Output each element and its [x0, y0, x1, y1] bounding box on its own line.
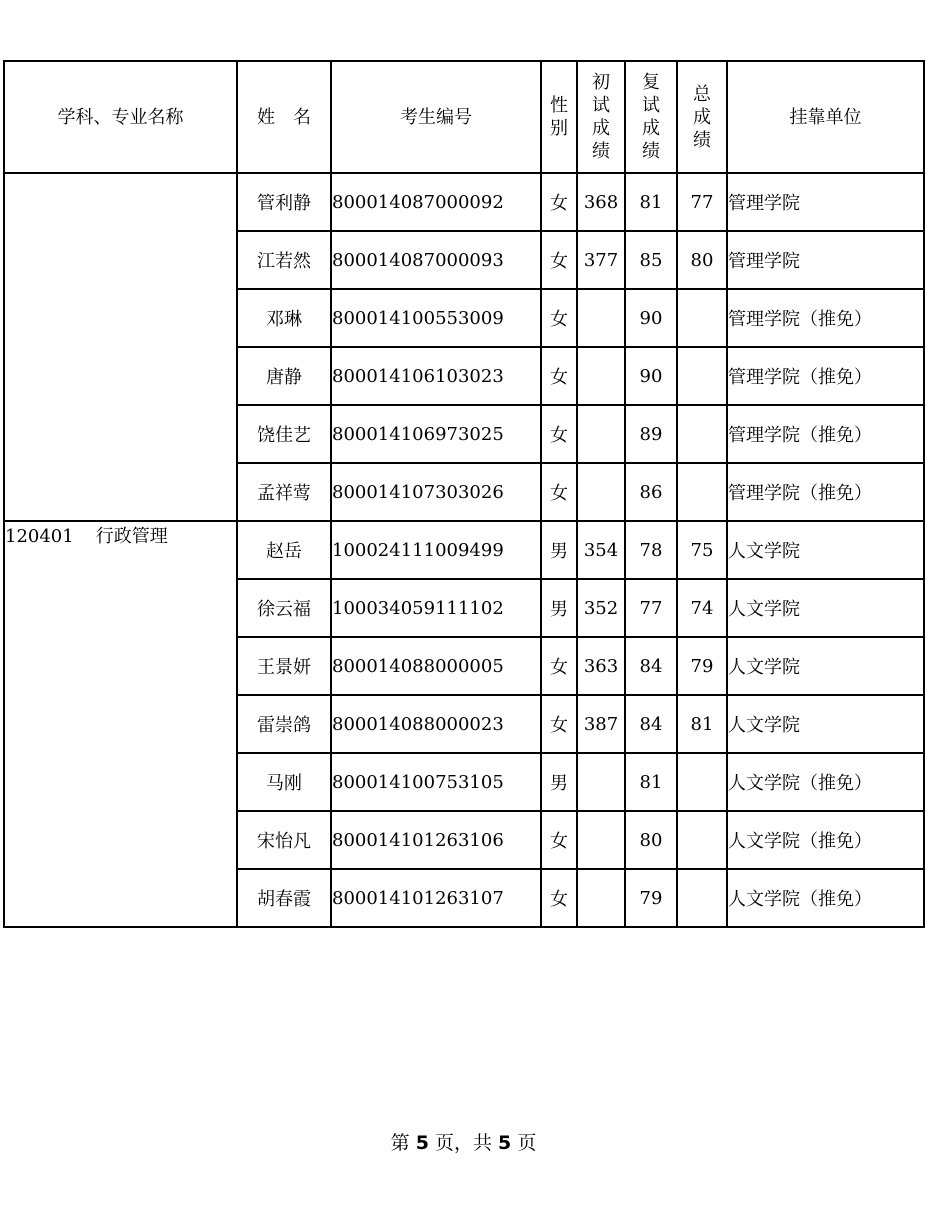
cell-name: 赵岳 [237, 521, 331, 579]
cell-total-score: 75 [677, 521, 727, 579]
cell-gender: 女 [541, 869, 577, 927]
header-name: 姓 名 [237, 61, 331, 173]
cell-gender: 男 [541, 521, 577, 579]
cell-id: 800014106103023 [331, 347, 541, 405]
cell-id: 100024111009499 [331, 521, 541, 579]
cell-unit: 管理学院（推免） [727, 347, 924, 405]
cell-total-score [677, 811, 727, 869]
cell-initial-score [577, 463, 625, 521]
cell-initial-score [577, 753, 625, 811]
cell-gender: 女 [541, 637, 577, 695]
cell-retest-score: 78 [625, 521, 677, 579]
cell-initial-score: 377 [577, 231, 625, 289]
footer-page-number: 5 [415, 1132, 429, 1154]
major-name: 行政管理 [95, 526, 168, 547]
cell-unit: 管理学院 [727, 173, 924, 231]
cell-initial-score: 368 [577, 173, 625, 231]
cell-unit: 管理学院（推免） [727, 289, 924, 347]
cell-retest-score: 90 [625, 347, 677, 405]
cell-gender: 男 [541, 753, 577, 811]
cell-id: 800014088000023 [331, 695, 541, 753]
cell-name: 宋怡凡 [237, 811, 331, 869]
cell-retest-score: 77 [625, 579, 677, 637]
cell-unit: 人文学院 [727, 579, 924, 637]
admission-table [3, 60, 925, 928]
cell-total-score: 80 [677, 231, 727, 289]
table-row [4, 173, 924, 231]
cell-total-score: 79 [677, 637, 727, 695]
cell-unit: 人文学院（推免） [727, 811, 924, 869]
cell-gender: 女 [541, 811, 577, 869]
cell-gender: 女 [541, 405, 577, 463]
cell-name: 胡春霞 [237, 869, 331, 927]
cell-name: 江若然 [237, 231, 331, 289]
cell-unit: 人文学院（推免） [727, 753, 924, 811]
cell-id: 800014101263107 [331, 869, 541, 927]
cell-id: 800014100753105 [331, 753, 541, 811]
cell-retest-score: 89 [625, 405, 677, 463]
cell-gender: 女 [541, 231, 577, 289]
cell-total-score: 74 [677, 579, 727, 637]
cell-retest-score: 84 [625, 637, 677, 695]
cell-name: 马刚 [237, 753, 331, 811]
header-retest-score: 复 试 成 绩 [625, 61, 677, 173]
cell-initial-score [577, 811, 625, 869]
cell-unit: 人文学院 [727, 637, 924, 695]
cell-major [4, 521, 237, 927]
table-row [4, 521, 924, 579]
cell-initial-score [577, 405, 625, 463]
footer-middle: 页，共 [428, 1132, 499, 1154]
cell-id: 800014107303026 [331, 463, 541, 521]
cell-gender: 女 [541, 347, 577, 405]
cell-id: 800014087000093 [331, 231, 541, 289]
header-major: 学科、专业名称 [4, 61, 237, 173]
footer-suffix: 页 [511, 1132, 537, 1154]
cell-unit: 管理学院 [727, 231, 924, 289]
header-initial-score: 初 试 成 绩 [577, 61, 625, 173]
header-id: 考生编号 [331, 61, 541, 173]
cell-id: 800014088000005 [331, 637, 541, 695]
cell-retest-score: 86 [625, 463, 677, 521]
cell-total-score: 77 [677, 173, 727, 231]
cell-name: 王景妍 [237, 637, 331, 695]
cell-major [4, 173, 237, 521]
table-body [4, 173, 924, 927]
cell-unit: 管理学院（推免） [727, 405, 924, 463]
cell-gender: 女 [541, 695, 577, 753]
cell-initial-score [577, 869, 625, 927]
cell-id: 100034059111102 [331, 579, 541, 637]
cell-gender: 女 [541, 463, 577, 521]
header-row [4, 61, 924, 173]
cell-retest-score: 85 [625, 231, 677, 289]
cell-unit: 管理学院（推免） [727, 463, 924, 521]
cell-total-score: 81 [677, 695, 727, 753]
cell-unit: 人文学院（推免） [727, 869, 924, 927]
cell-retest-score: 80 [625, 811, 677, 869]
cell-id: 800014100553009 [331, 289, 541, 347]
cell-id: 800014087000092 [331, 173, 541, 231]
cell-name: 管利静 [237, 173, 331, 231]
cell-gender: 男 [541, 579, 577, 637]
cell-unit: 人文学院 [727, 695, 924, 753]
cell-retest-score: 79 [625, 869, 677, 927]
footer-total-pages: 5 [498, 1132, 512, 1154]
cell-retest-score: 81 [625, 173, 677, 231]
cell-total-score [677, 869, 727, 927]
header-unit: 挂靠单位 [727, 61, 924, 173]
cell-name: 邓琳 [237, 289, 331, 347]
cell-gender: 女 [541, 289, 577, 347]
cell-id: 800014101263106 [331, 811, 541, 869]
cell-unit: 人文学院 [727, 521, 924, 579]
cell-name: 雷崇鸽 [237, 695, 331, 753]
footer-prefix: 第 [390, 1132, 416, 1154]
major-code: 120401 [5, 526, 74, 547]
cell-initial-score [577, 289, 625, 347]
cell-retest-score: 81 [625, 753, 677, 811]
cell-name: 饶佳艺 [237, 405, 331, 463]
cell-retest-score: 90 [625, 289, 677, 347]
page-footer [0, 1128, 927, 1155]
cell-total-score [677, 463, 727, 521]
cell-retest-score: 84 [625, 695, 677, 753]
cell-total-score [677, 347, 727, 405]
cell-total-score [677, 405, 727, 463]
header-gender: 性 别 [541, 61, 577, 173]
cell-name: 徐云福 [237, 579, 331, 637]
cell-initial-score: 352 [577, 579, 625, 637]
cell-name: 唐静 [237, 347, 331, 405]
header-total-score: 总 成 绩 [677, 61, 727, 173]
cell-total-score [677, 289, 727, 347]
cell-initial-score: 387 [577, 695, 625, 753]
cell-initial-score: 354 [577, 521, 625, 579]
cell-initial-score [577, 347, 625, 405]
cell-name: 孟祥莺 [237, 463, 331, 521]
cell-id: 800014106973025 [331, 405, 541, 463]
cell-gender: 女 [541, 173, 577, 231]
cell-total-score [677, 753, 727, 811]
cell-initial-score: 363 [577, 637, 625, 695]
